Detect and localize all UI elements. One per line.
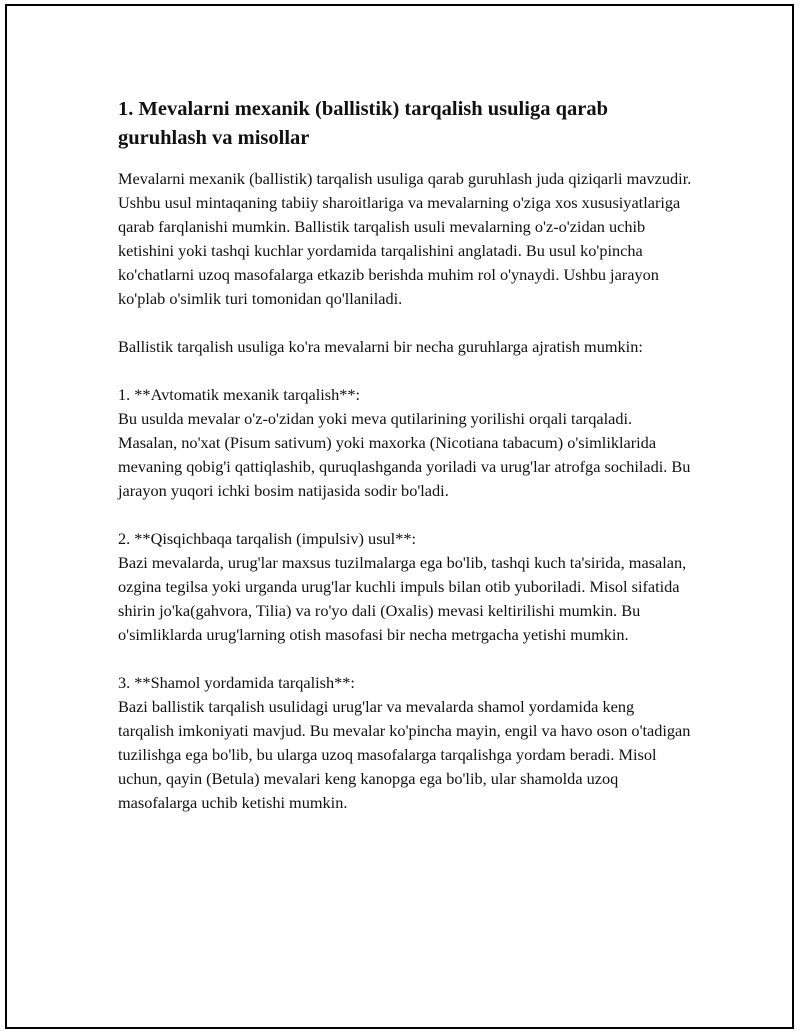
document-body: [118, 95, 693, 815]
list-item-automatic: 1. **Avtomatik mexanik tarqalish**: Bu usulda mevalar o'z-o'zidan yoki meva qutilarining yorilishi orqali tarqaladi. Masalan, no'xat (Pisum sativum) yoki maxorka (Nicotiana tabacum) o'simliklarida mevaning qobig'i qattiqlashib, quruqlashganda yoriladi va urug'lar atrofga sochiladi. Bu jarayon yuqori ichki bosim natijasida sodir bo'ladi.: [118, 385, 691, 500]
list-item-impulsive: 2. **Qisqichbaqa tarqalish (impulsiv) usul**: Bazi mevalarda, urug'lar maxsus tuzilmalarga ega bo'lib, tashqi kuch ta'sirida, masalan, ozgina tegilsa yoki urganda urug'lar kuchli impuls bilan otib yuboriladi. Misol sifatida shirin jo'ka(gahvora, Tilia) va ro'yo dali (Oxalis) mevasi keltirilishi mumkin. Bu o'simliklarda urug'larning otish masofasi bir necha metrgacha yetishi mumkin.: [118, 529, 687, 644]
paragraph-gap: [118, 359, 693, 383]
document-title: 1. Mevalarni mexanik (ballistik) tarqalish usuliga qarab guruhlash va misollar: [118, 98, 608, 149]
intro-paragraph: Mevalarni mexanik (ballistik) tarqalish usuliga qarab guruhlash juda qiziqarli mavzudir. Ushbu usul mintaqaning tabiiy sharoitlariga va mevalarning o'ziga xos xususiyatlariga qarab farqlanishi mumkin. Ballistik tarqalish usuli mevalarning o'z-o'zidan uchib ketishini yoki tashqi kuchlar yordamida tarqalishini anglatadi. Bu usul ko'pincha ko'chatlarni uzoq masofalarga etkazib berishda muhim rol o'ynaydi. Ushbu jarayon ko'plab o'simlik turi tomonidan qo'llaniladi.: [118, 169, 692, 308]
list-item-wind: 3. **Shamol yordamida tarqalish**: Bazi ballistik tarqalish usulidagi urug'lar va mevalarda shamol yordamida keng tarqalish imkoniyati mavjud. Bu mevalar ko'pincha mayin, engil va havo oson o'tadigan tuzilishga ega bo'lib, bu ularga uzoq masofalarga tarqalishga yordam beradi. Misol uchun, qayin (Betula) mevalari keng kanopga ega bo'lib, ular shamolda uzoq masofalarga uchib ketishi mumkin.: [118, 673, 691, 812]
groups-intro-paragraph: Ballistik tarqalish usuliga ko'ra mevalarni bir necha guruhlarga ajratish mumkin:: [118, 337, 643, 356]
paragraph-gap: [118, 311, 693, 335]
paragraph-gap: [118, 647, 693, 671]
paragraph-gap: [118, 503, 693, 527]
